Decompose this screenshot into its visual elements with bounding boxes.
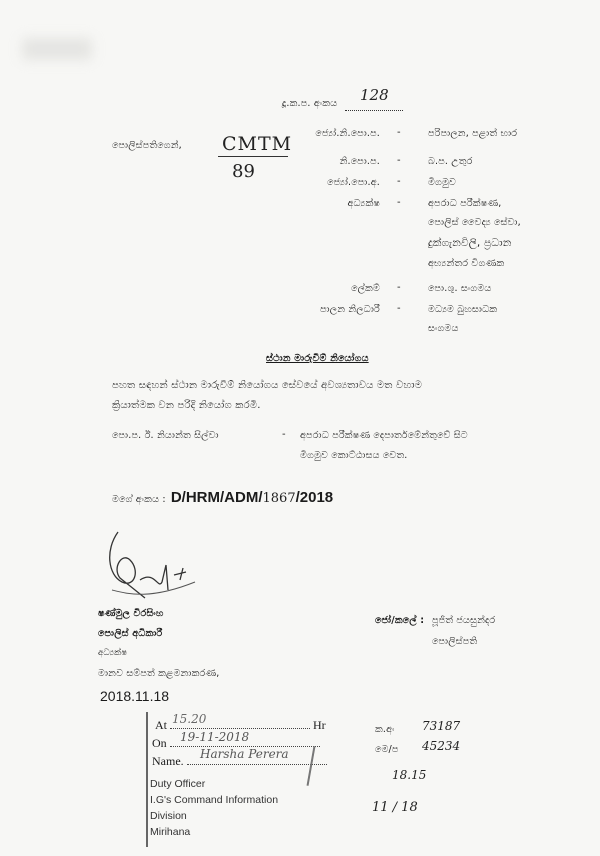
signatory-left-title: පොලිස් අධිකාරී	[98, 628, 163, 639]
handwritten-code-1: CMTM	[222, 133, 293, 155]
stamp-line: Mirihana	[150, 826, 191, 838]
note-handwritten: 45234	[422, 739, 461, 753]
signatory-right-title: පොලිස්පති	[432, 636, 478, 647]
recipient-value: දුක්ගැනවිලි, ප්‍රධාන	[428, 237, 512, 249]
section-title: ස්ථාන මාරුවීම් නියෝගය	[266, 353, 369, 364]
recipient-value: බ.ප. උතුර	[428, 156, 473, 167]
destination-line-1: අපරාධ පරීක්ෂණ දෙපාර්තමේන්තුවේ සිට	[300, 430, 468, 441]
stamp-line: I.G's Command Information	[150, 794, 279, 806]
recipient-value: මීගමුව	[428, 177, 457, 188]
recipient-to: ලේකම්	[351, 283, 380, 294]
stamp-at-handwritten: 15.20	[172, 712, 207, 726]
recipient-value: සංගමය	[428, 323, 459, 334]
reference-dotted-line	[345, 110, 403, 111]
dash: -	[282, 429, 286, 440]
signatory-left-name: ෂණ්මුල විරසිංහ	[98, 608, 164, 619]
recipient-value: අපරාධ පරීක්ෂණ,	[428, 198, 502, 209]
intro-line-2: ක්‍රියාත්මක වන පරිදි නියෝග කරමි.	[112, 400, 261, 411]
handwritten-underline	[218, 156, 288, 157]
dash: -	[397, 282, 401, 293]
place-line: මානව සම්පත් කළමනාකරණ,	[98, 668, 220, 679]
stamp-border	[146, 712, 148, 847]
blurred-letterhead	[22, 38, 92, 60]
officer-name: පො.ප. ඊ. නියාන්ත සිල්වා	[112, 430, 219, 441]
my-reference-label: මගේ අංකය :	[112, 494, 166, 505]
stamp-line: Duty Officer	[150, 778, 206, 790]
recipient-to: අධ්‍යක්ෂ	[347, 198, 380, 209]
recipient-to: ජ්‍යෝ.පො.අ.	[327, 177, 380, 188]
stamp-at: At Hr	[155, 718, 326, 732]
note-label: ක.අං	[375, 724, 395, 735]
recipient-value: පරිපාලන, පළාත් භාර	[428, 128, 518, 139]
dash: -	[397, 197, 401, 208]
recipient-value: පොලිස් වෛද්‍ය සේවා,	[428, 217, 521, 228]
reference-number: 128	[360, 86, 389, 104]
dash: -	[397, 155, 401, 166]
my-reference-handwritten: 1867	[262, 491, 296, 506]
signatory-left-role: අධ්‍යක්ෂ	[98, 648, 128, 658]
from-label: පොලිස්පතිගෙන්,	[112, 140, 182, 151]
stamp-name-handwritten: Harsha Perera	[200, 747, 289, 761]
document-date: 2018.11.18	[100, 688, 170, 704]
handwritten-code-2: 89	[232, 161, 255, 182]
signatory-right-name: පූජිත් ජයසුන්දර	[432, 615, 496, 626]
stamp-on-handwritten: 19-11-2018	[180, 730, 250, 744]
stamp-name: Name.	[152, 754, 327, 769]
note-label: මෙ/ප	[375, 744, 399, 755]
recipient-to: නි.පො.ප.	[339, 156, 380, 167]
my-reference-prefix: D/HRM/ADM/	[170, 489, 263, 506]
recipient-to: පාලන නිලධාරී	[319, 304, 380, 315]
destination-line-2: මීගමුව කොට්ඨාසය වෙත.	[300, 450, 408, 461]
reference-label: දූ.ක.ප. අංකය	[282, 98, 338, 109]
signatory-right-label: ජෝ/කලේ :	[375, 615, 425, 626]
note-handwritten: 11 / 18	[372, 800, 418, 815]
my-reference	[112, 487, 333, 506]
my-reference-suffix: /2018	[295, 489, 334, 506]
note-handwritten: 73187	[422, 719, 461, 733]
dash: -	[397, 176, 401, 187]
dash: -	[397, 127, 401, 138]
note-handwritten: 18.15	[392, 768, 427, 782]
recipient-value: අභ්‍යන්තර විගණක	[428, 258, 505, 269]
stamp-line: Division	[150, 810, 187, 822]
stamp-on: On	[152, 736, 320, 751]
recipient-value: පො.ශු. සංගමය	[428, 283, 492, 294]
intro-line-1: පහත සඳහන් ස්ථාන මාරුවීම් නියෝගය සේවයේ අවශ්‍යතාවය මත වහාම	[112, 380, 423, 391]
recipient-to: ජ්‍යෝ.නි.පො.ප.	[315, 128, 380, 139]
dash: -	[397, 303, 401, 314]
signature-image	[100, 520, 210, 610]
recipient-value: මධ්‍යම බුහසාධක	[428, 304, 498, 315]
